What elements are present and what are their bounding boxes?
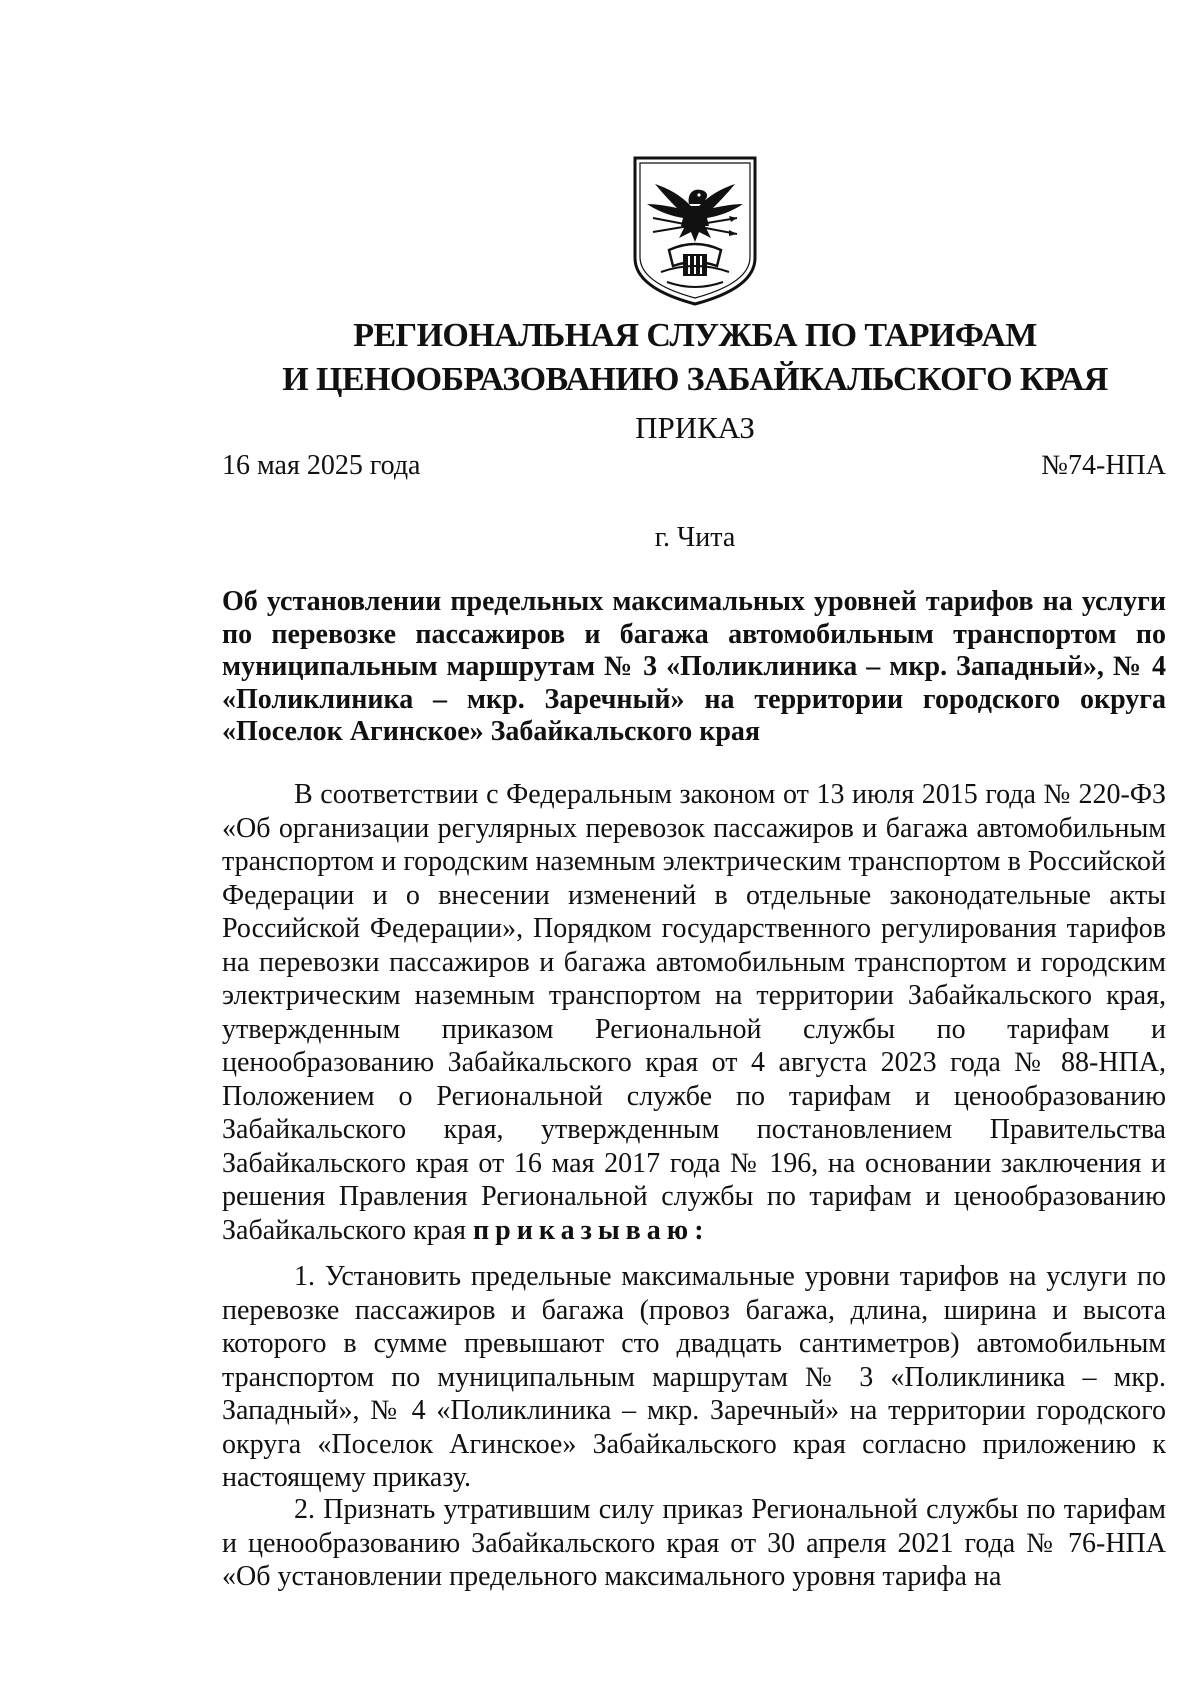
item-2-paragraph: 2. Признать утратившим силу приказ Региональной службы по тарифам и ценообразованию Забайкальского края от 30 апреля 2021 года № 76-НПА «Об установлении предельного максимального уровня тарифа на xyxy=(222,1494,1166,1592)
document-number: №74-НПА xyxy=(1041,450,1166,481)
document-subject: Об установлении предельных максимальных уровней тарифов на услуги по перевозке пассажиров и багажа автомобильным транспортом по муниципальным маршрутам № 3 «Поликлиника – мкр. Западный», № 4 «Поликлиника – мкр. Заречный» на территории городского округа «Поселок Агинское» Забайкальского края xyxy=(222,586,1166,747)
order-word: приказываю: xyxy=(473,1214,710,1246)
preamble-text: В соответствии с Федеральным законом от 13 июля 2015 года № 220-ФЗ «Об организации регулярных перевозок пассажиров и багажа автомобильным транспортом и городским наземным электрическим транспортом в Российской Федерации и о внесении изменений в отдельные законодательные акты Российской Федерации», Порядком государственного регулирования тарифов на перевозки пассажиров и багажа автомобильным транспортом и городским электрическим наземным транспортом на территории Забайкальского края, утвержденным приказом Региональной службы по тарифам и ценообразованию Забайкальского края от 4 августа 2023 года № 88-НПА, Положением о Региональной службе по тарифам и ценообразованию Забайкальского края, утвержденным постановлением Правительства Забайкальского края от 16 мая 2017 года № 196, на основании заключения и решения Правления Региональной службы по тарифам и ценообразованию Забайкальского края xyxy=(222,779,1166,1246)
coat-of-arms-icon xyxy=(631,154,759,306)
organization-title-line-2: И ЦЕНООБРАЗОВАНИЮ ЗАБАЙКАЛЬСКОГО КРАЯ xyxy=(282,361,1108,398)
item-1-paragraph: 1. Установить предельные максимальные уровни тарифов на услуги по перевозке пассажиров и багажа (провоз багажа, длина, ширина и высота которого в сумме превышают сто двадцать сантиметров) автомобильным транспортом по муниципальным маршрутам № 3 «Поликлиника – мкр. Западный», № 4 «Поликлиника – мкр. Заречный» на территории городского округа «Поселок Агинское» Забайкальского края согласно приложению к настоящему приказу. xyxy=(222,1261,1166,1493)
organization-title xyxy=(0,314,1200,402)
document-date: 16 мая 2025 года xyxy=(222,450,421,481)
document-type: ПРИКАЗ xyxy=(635,410,755,445)
document-city: г. Чита xyxy=(654,522,736,553)
preamble-paragraph xyxy=(222,778,1166,1247)
organization-title-line-1: РЕГИОНАЛЬНАЯ СЛУЖБА ПО ТАРИФАМ xyxy=(353,317,1037,354)
